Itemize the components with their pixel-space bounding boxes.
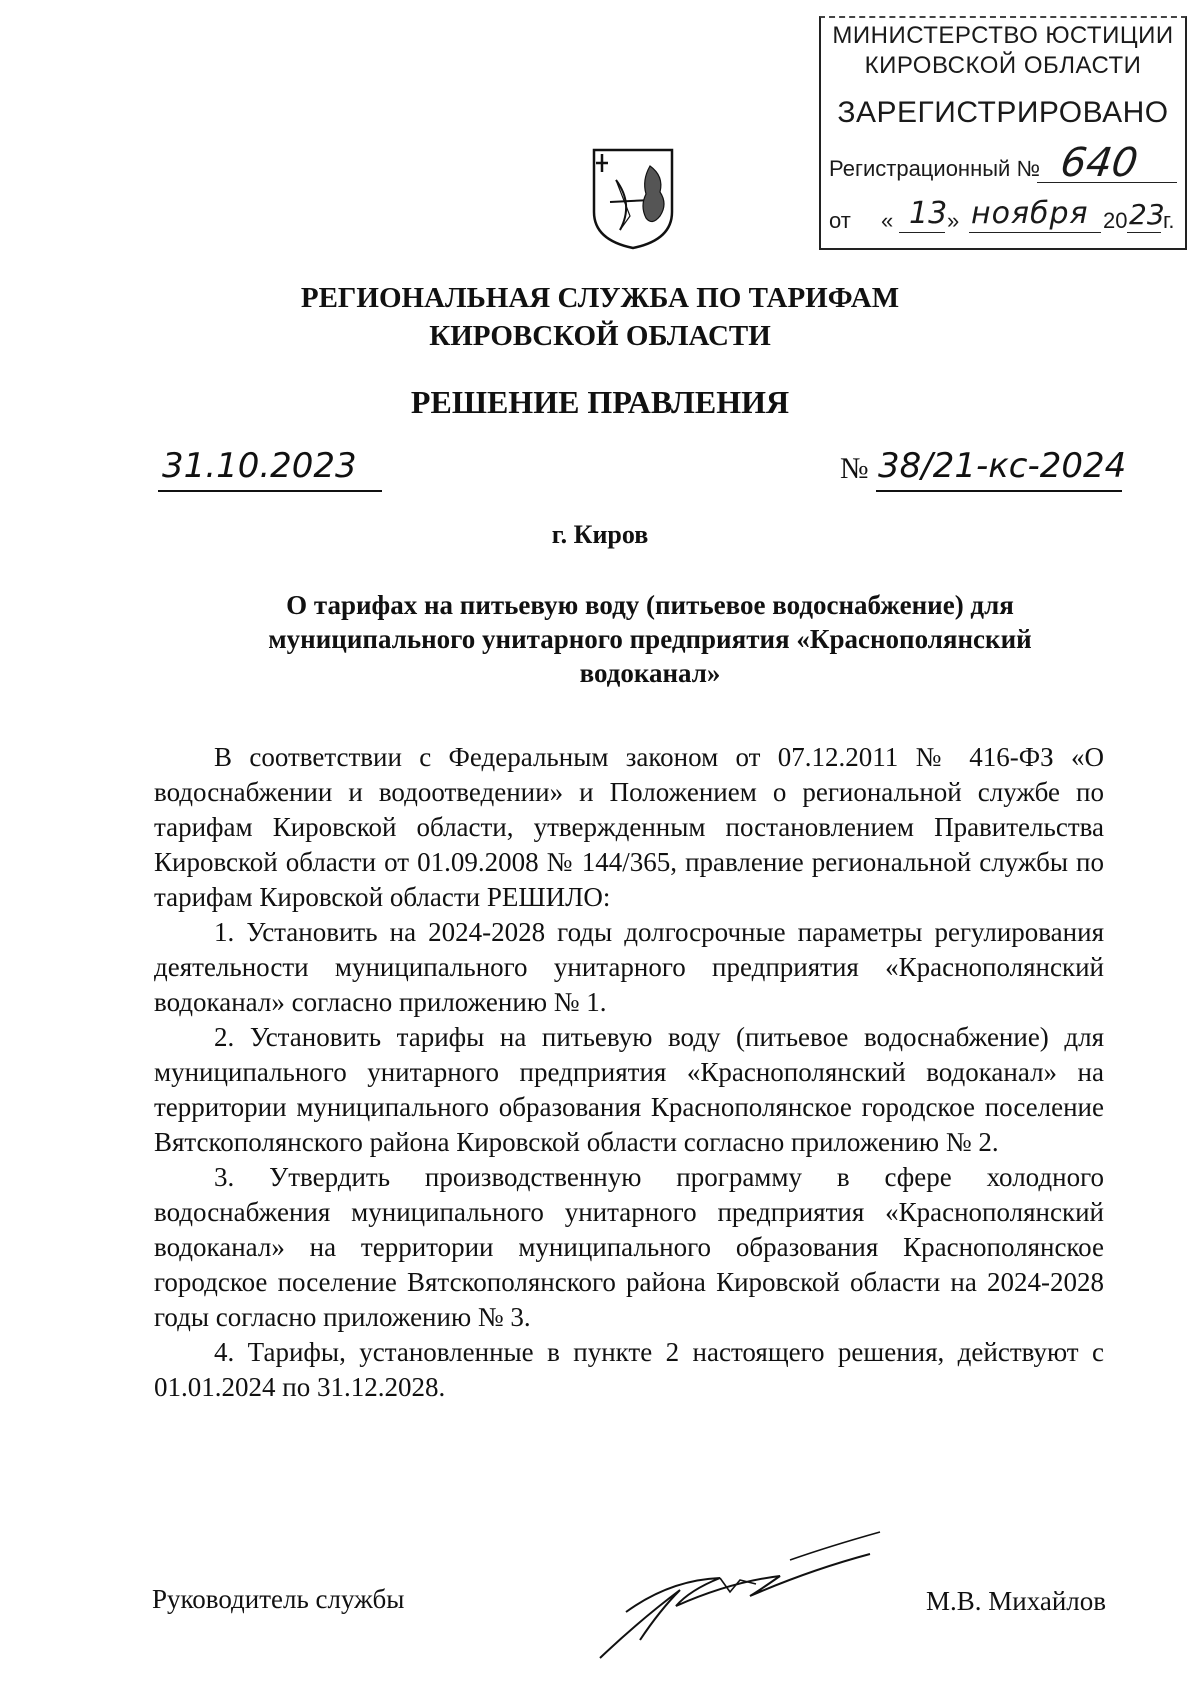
city: г. Киров (551, 520, 649, 549)
stamp-date-month: ноября (971, 196, 1089, 231)
stamp-year-underline (1127, 232, 1161, 233)
document-number: 38/21-кс-2024 (878, 446, 1127, 486)
org-title-line1: РЕГИОНАЛЬНАЯ СЛУЖБА ПО ТАРИФАМ (300, 282, 900, 314)
number-sign: № (840, 452, 869, 485)
stamp-date-prefix: от (829, 208, 851, 233)
decision-item-2: 2. Установить тарифы на питьевую воду (питьевое водоснабжение) для муниципального унитарного предприятия «Краснополянский водоканал» на территории муниципального образования Краснополянское городское поселение Вятскополянского района Кировской области согласно приложению № 2. (154, 1022, 1104, 1157)
stamp-status: ЗАРЕГИСТРИРОВАНО (837, 96, 1169, 129)
signer-title: Руководитель службы (152, 1584, 405, 1614)
decision-item-1: 1. Установить на 2024-2028 годы долгосрочные параметры регулирования деятельности муниципального унитарного предприятия «Краснополянский водоканал» согласно приложению № 1. (154, 917, 1104, 1017)
stamp-quote-close: » (947, 208, 960, 233)
date-underline (158, 490, 382, 492)
preamble-paragraph: В соответствии с Федеральным законом от 07.12.2011 № 416-ФЗ «О водоснабжении и водоотведении» и Положением о региональной службе по тарифам Кировской области, утвержденным постановлением Правительства Кировской области от 01.09.2008 № 144/365, правление региональной службы по тарифам Кировской области РЕШИЛО: (154, 742, 1104, 912)
stamp-region-line: КИРОВСКОЙ ОБЛАСТИ (864, 52, 1142, 79)
stamp-day-underline (899, 232, 945, 233)
decision-item-3: 3. Утвердить производственную программу в сфере холодного водоснабжения муниципального унитарного предприятия «Краснополянский водоканал» на территории муниципального образования Краснополянское городское поселение Вятскополянского района Кировской области на 2024-2028 годы согласно приложению № 3. (154, 1162, 1104, 1332)
number-underline (876, 490, 1122, 492)
document-subject: О тарифах на питьевую воду (питьевое водоснабжение) для муниципального унитарного предприятия «Краснополянский водоканал» (268, 590, 1032, 688)
stamp-quote-open: « (881, 208, 894, 233)
coat-of-arms-icon (590, 146, 676, 252)
org-title-line2: КИРОВСКОЙ ОБЛАСТИ (429, 320, 771, 352)
stamp-reg-label: Регистрационный № (829, 156, 1041, 181)
document-date: 31.10.2023 (162, 446, 357, 486)
stamp-year-suffix: 23 (1129, 198, 1165, 231)
document-body (154, 740, 1104, 1405)
registration-stamp (819, 16, 1187, 250)
stamp-date-day: 13 (909, 196, 948, 231)
document-type-title: РЕШЕНИЕ ПРАВЛЕНИЯ (410, 384, 790, 420)
stamp-date-suffix: г. (1163, 208, 1175, 233)
stamp-reg-underline (1037, 182, 1177, 183)
stamp-year-prefix: 20 (1103, 208, 1128, 233)
signer-name: М.В. Михайлов (926, 1586, 1107, 1616)
stamp-reg-number: 640 (1057, 140, 1141, 186)
stamp-ministry-line: МИНИСТЕРСТВО ЮСТИЦИИ (832, 22, 1174, 49)
stamp-month-underline (969, 232, 1101, 233)
decision-item-4: 4. Тарифы, установленные в пункте 2 настоящего решения, действуют с 01.01.2024 по 31.12.2028. (154, 1337, 1104, 1402)
handwritten-signature (580, 1520, 920, 1670)
